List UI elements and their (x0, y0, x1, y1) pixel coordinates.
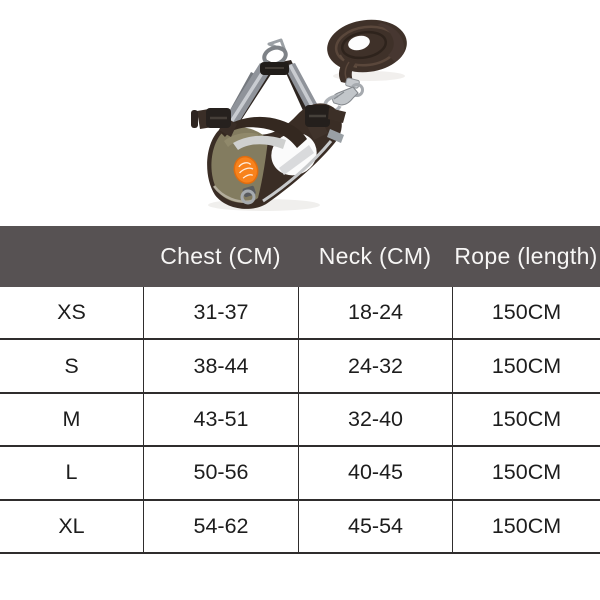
neck-value: 40-45 (298, 447, 452, 498)
neck-value: 18-24 (298, 287, 452, 338)
chest-value: 54-62 (143, 501, 298, 552)
size-label: M (62, 406, 81, 431)
chest-value: 43-51 (143, 394, 298, 445)
size-table-body (0, 287, 600, 554)
neck-value: 45-54 (298, 501, 452, 552)
rope-value: 150CM (452, 394, 600, 445)
harness-illustration (191, 40, 346, 211)
header-cell-rope: Rope (length) (454, 243, 598, 269)
table-row-s (0, 340, 600, 393)
rope-value: 150CM (452, 287, 600, 338)
size-label: L (65, 460, 78, 485)
neck-value: 32-40 (298, 394, 452, 445)
leash-illustration (324, 15, 410, 111)
size-table-header-row (0, 226, 600, 287)
header-cell-neck: Neck (CM) (318, 243, 432, 269)
table-row-m (0, 394, 600, 447)
neck-value: 24-32 (298, 340, 452, 391)
size-label: XS (57, 300, 86, 325)
leash-coil (324, 15, 410, 76)
table-row-l (0, 447, 600, 500)
chest-value: 38-44 (143, 340, 298, 391)
rope-value: 150CM (452, 501, 600, 552)
product-photo (0, 0, 600, 226)
size-label: XL (58, 513, 85, 538)
rope-value: 150CM (452, 447, 600, 498)
table-row-xs (0, 287, 600, 340)
size-label: S (64, 353, 79, 378)
header-cell-chest: Chest (CM) (160, 243, 281, 269)
harness-and-leash-image (0, 0, 600, 226)
rope-value: 150CM (452, 340, 600, 391)
chest-value: 50-56 (143, 447, 298, 498)
table-row-xl (0, 501, 600, 554)
chest-value: 31-37 (143, 287, 298, 338)
